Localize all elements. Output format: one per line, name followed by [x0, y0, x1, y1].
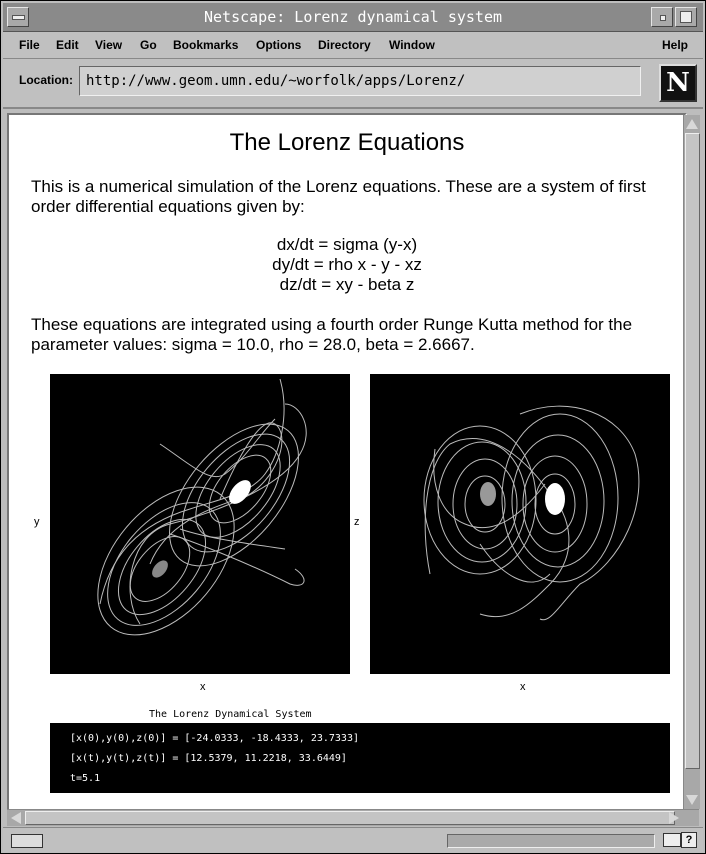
page-title: The Lorenz Equations	[229, 129, 465, 156]
maximize-button[interactable]	[675, 7, 697, 27]
right-plot-ylabel: z	[354, 516, 360, 528]
menu-directory[interactable]: Directory	[318, 38, 371, 52]
intro-paragraph: This is a numerical simulation of the Lorenz equations. These are a system of first order differential equations given by:	[31, 177, 646, 216]
menu-options[interactable]: Options	[256, 38, 302, 52]
time-line: t=5.1	[70, 773, 101, 784]
mail-icon[interactable]	[663, 833, 681, 847]
menu-file[interactable]: File	[19, 38, 40, 52]
menu-edit[interactable]: Edit	[56, 38, 79, 52]
window-title: Netscape: Lorenz dynamical system	[203, 8, 502, 26]
menu-bookmarks[interactable]: Bookmarks	[173, 38, 239, 52]
menu-bar	[3, 32, 703, 59]
menu-window[interactable]: Window	[389, 38, 435, 52]
equations-block	[9, 235, 685, 295]
scroll-right-arrow-icon[interactable]	[669, 812, 679, 824]
minimize-button[interactable]	[651, 7, 673, 27]
scroll-left-arrow-icon[interactable]	[11, 812, 21, 824]
vertical-scrollbar[interactable]	[683, 115, 700, 809]
content-area	[7, 113, 687, 813]
url-input[interactable]: http://www.geom.umn.edu/~worfolk/apps/Lorenz/	[79, 66, 641, 96]
equation-dx: dx/dt = sigma (y-x)	[276, 235, 418, 254]
title-bar	[3, 3, 703, 32]
location-bar	[3, 59, 703, 109]
horizontal-scroll-thumb[interactable]	[25, 811, 675, 825]
right-plot-xlabel: x	[520, 681, 526, 693]
status-bar	[3, 827, 703, 852]
scroll-down-arrow-icon[interactable]	[686, 795, 698, 805]
left-plot-xlabel: x	[200, 681, 206, 693]
help-icon[interactable]: ?	[681, 832, 697, 848]
simulation-console	[50, 723, 670, 793]
initial-state-line: [x(0),y(0),z(0)] = [-24.0333, -18.4333, 23.7333]	[70, 733, 359, 744]
location-label: Location:	[19, 73, 73, 87]
menu-view[interactable]: View	[95, 38, 123, 52]
xy-attractor-graphic	[50, 374, 350, 674]
menu-help[interactable]: Help	[662, 38, 689, 52]
scroll-up-arrow-icon[interactable]	[686, 119, 698, 129]
method-paragraph: These equations are integrated using a fourth order Runge Kutta method for the parameter values: sigma = 10.0, rho = 28.0, beta = 2.6667.	[31, 315, 633, 354]
left-plot-ylabel: y	[34, 516, 40, 528]
horizontal-scrollbar[interactable]	[7, 809, 699, 826]
progress-bar	[447, 834, 655, 848]
vertical-scroll-thumb[interactable]	[685, 133, 700, 769]
simulation-caption: The Lorenz Dynamical System	[149, 709, 312, 720]
current-state-line: [x(t),y(t),z(t)] = [12.5379, 11.2218, 33.6449]	[70, 753, 347, 764]
xy-projection-plot[interactable]	[50, 374, 350, 674]
security-key-icon[interactable]	[11, 834, 43, 848]
netscape-logo-icon[interactable]: N	[659, 64, 697, 102]
equation-dz: dz/dt = xy - beta z	[279, 275, 415, 294]
menu-go[interactable]: Go	[140, 38, 157, 52]
xz-projection-plot[interactable]	[370, 374, 670, 674]
equation-dy: dy/dt = rho x - y - xz	[272, 255, 422, 274]
xz-attractor-graphic	[370, 374, 670, 674]
